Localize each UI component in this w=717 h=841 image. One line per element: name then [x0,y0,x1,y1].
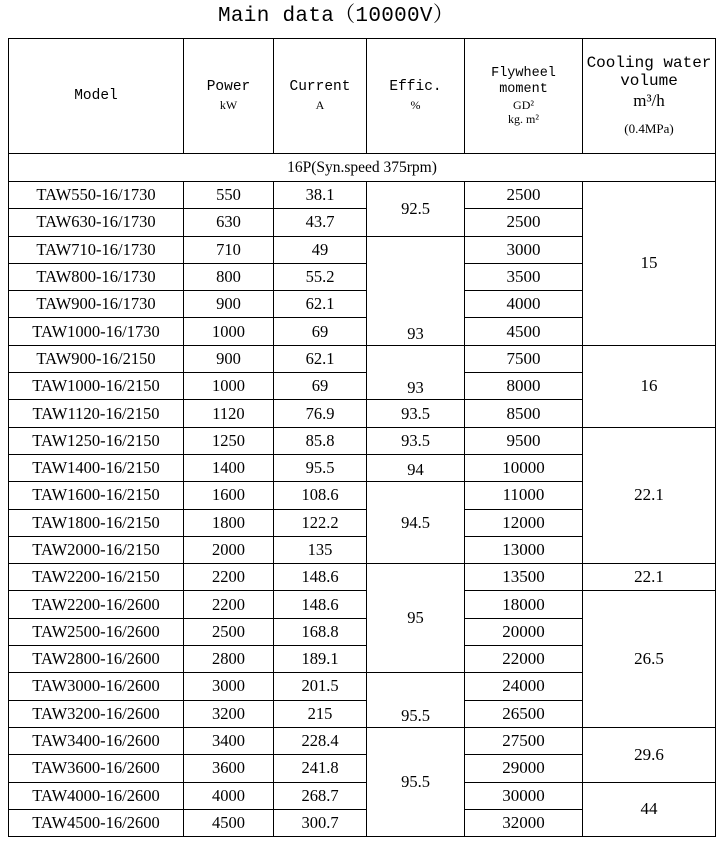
power-cell: 900 [184,345,274,372]
header-flywheel-line3: GD² [513,98,534,112]
current-cell: 95.5 [274,454,367,481]
header-effic-label: Effic. [389,79,442,95]
flywheel-cell: 30000 [465,782,583,809]
power-cell: 1250 [184,427,274,454]
current-cell: 135 [274,536,367,563]
header-cooling-line4: (0.4MPa) [624,121,674,136]
power-cell: 3200 [184,700,274,727]
current-cell: 228.4 [274,727,367,754]
power-cell: 1000 [184,373,274,400]
header-flywheel [465,39,583,154]
model-cell: TAW2200-16/2150 [9,564,184,591]
model-cell: TAW900-16/2150 [9,345,184,372]
flywheel-cell: 32000 [465,809,583,836]
power-cell: 1400 [184,454,274,481]
model-cell: TAW2200-16/2600 [9,591,184,618]
header-flywheel-line4: kg. m² [508,112,539,126]
flywheel-cell: 2500 [465,182,583,209]
efficiency-value: 93 [407,323,424,343]
header-power [184,39,274,154]
header-flywheel-line2: moment [499,82,548,97]
header-flywheel-line1: Flywheel [491,66,556,81]
flywheel-cell: 26500 [465,700,583,727]
power-cell: 2000 [184,536,274,563]
flywheel-cell: 10000 [465,454,583,481]
power-cell: 800 [184,263,274,290]
section-title: 16P(Syn.speed 375rpm) [9,154,716,182]
header-cooling-line3: m³/h [633,91,665,110]
current-cell: 55.2 [274,263,367,290]
efficiency-value: 93.5 [401,403,430,423]
power-cell: 710 [184,236,274,263]
header-current-unit: A [315,98,325,112]
model-cell: TAW1600-16/2150 [9,482,184,509]
model-cell: TAW4000-16/2600 [9,782,184,809]
power-cell: 1600 [184,482,274,509]
table-row [9,564,716,591]
cooling-cell: 16 [583,345,716,427]
current-cell: 300.7 [274,809,367,836]
header-power-label: Power [206,79,251,95]
model-cell: TAW1800-16/2150 [9,509,184,536]
model-cell: TAW800-16/1730 [9,263,184,290]
current-cell: 43.7 [274,209,367,236]
header-effic [367,39,465,154]
current-cell: 69 [274,318,367,345]
current-cell: 168.8 [274,618,367,645]
efficiency-cell [367,727,465,836]
model-cell: TAW900-16/1730 [9,291,184,318]
power-cell: 3000 [184,673,274,700]
flywheel-cell: 3000 [465,236,583,263]
flywheel-cell: 8500 [465,400,583,427]
current-cell: 85.8 [274,427,367,454]
flywheel-cell: 9500 [465,427,583,454]
cooling-cell: 26.5 [583,591,716,727]
flywheel-cell: 20000 [465,618,583,645]
flywheel-cell: 13500 [465,564,583,591]
model-cell: TAW1250-16/2150 [9,427,184,454]
flywheel-cell: 13000 [465,536,583,563]
header-cooling-line1: Cooling water [586,54,712,72]
cooling-cell: 22.1 [583,564,716,591]
table-row [9,782,716,809]
main-data-table [8,38,716,837]
efficiency-cell [367,482,465,564]
power-cell: 1120 [184,400,274,427]
model-cell: TAW4500-16/2600 [9,809,184,836]
power-cell: 1800 [184,509,274,536]
model-cell: TAW1120-16/2150 [9,400,184,427]
header-current [274,39,367,154]
efficiency-value: 95 [407,608,424,628]
current-cell: 62.1 [274,291,367,318]
table-row [9,591,716,618]
cooling-cell: 44 [583,782,716,837]
header-current-label: Current [289,79,351,95]
power-cell: 4000 [184,782,274,809]
current-cell: 241.8 [274,755,367,782]
current-cell: 69 [274,373,367,400]
current-cell: 148.6 [274,564,367,591]
flywheel-cell: 18000 [465,591,583,618]
efficiency-value: 95.5 [401,772,430,792]
header-cooling [583,39,716,154]
power-cell: 2800 [184,646,274,673]
efficiency-cell [367,236,465,345]
efficiency-cell [367,564,465,673]
current-cell: 148.6 [274,591,367,618]
model-cell: TAW2500-16/2600 [9,618,184,645]
model-cell: TAW550-16/1730 [9,182,184,209]
current-cell: 38.1 [274,182,367,209]
efficiency-value: 93 [407,378,424,398]
flywheel-cell: 11000 [465,482,583,509]
flywheel-cell: 2500 [465,209,583,236]
header-effic-unit: % [410,98,421,112]
flywheel-cell: 4500 [465,318,583,345]
model-cell: TAW3000-16/2600 [9,673,184,700]
flywheel-cell: 12000 [465,509,583,536]
current-cell: 201.5 [274,673,367,700]
model-cell: TAW1400-16/2150 [9,454,184,481]
flywheel-cell: 3500 [465,263,583,290]
flywheel-cell: 27500 [465,727,583,754]
header-row [9,39,716,154]
current-cell: 122.2 [274,509,367,536]
flywheel-cell: 7500 [465,345,583,372]
flywheel-cell: 8000 [465,373,583,400]
model-cell: TAW2000-16/2150 [9,536,184,563]
power-cell: 2500 [184,618,274,645]
power-cell: 630 [184,209,274,236]
model-cell: TAW1000-16/2150 [9,373,184,400]
flywheel-cell: 22000 [465,646,583,673]
efficiency-value: 95.5 [401,705,430,725]
power-cell: 4500 [184,809,274,836]
model-cell: TAW630-16/1730 [9,209,184,236]
table-row [9,727,716,754]
model-cell: TAW1000-16/1730 [9,318,184,345]
current-cell: 189.1 [274,646,367,673]
model-cell: TAW710-16/1730 [9,236,184,263]
header-model-label: Model [74,88,118,104]
cooling-cell: 15 [583,182,716,346]
current-cell: 215 [274,700,367,727]
current-cell: 268.7 [274,782,367,809]
model-cell: TAW3400-16/2600 [9,727,184,754]
flywheel-cell: 24000 [465,673,583,700]
efficiency-value: 93.5 [401,430,430,450]
page-title: Main data（10000V） [218,5,455,28]
power-cell: 1000 [184,318,274,345]
current-cell: 76.9 [274,400,367,427]
current-cell: 108.6 [274,482,367,509]
cooling-cell: 29.6 [583,727,716,782]
table-row [9,427,716,454]
current-cell: 62.1 [274,345,367,372]
power-cell: 550 [184,182,274,209]
efficiency-cell [367,400,465,427]
efficiency-value: 94 [407,460,424,480]
table-row [9,182,716,209]
power-cell: 2200 [184,591,274,618]
efficiency-value: 92.5 [401,198,430,218]
header-power-unit: kW [219,98,238,112]
flywheel-cell: 29000 [465,755,583,782]
cooling-cell: 22.1 [583,427,716,563]
power-cell: 3600 [184,755,274,782]
power-cell: 3400 [184,727,274,754]
power-cell: 900 [184,291,274,318]
header-cooling-line2: volume [620,72,678,90]
efficiency-cell [367,427,465,454]
table-row [9,345,716,372]
model-cell: TAW3200-16/2600 [9,700,184,727]
efficiency-value: 94.5 [401,512,430,532]
header-model [9,39,184,154]
model-cell: TAW2800-16/2600 [9,646,184,673]
power-cell: 2200 [184,564,274,591]
current-cell: 49 [274,236,367,263]
flywheel-cell: 4000 [465,291,583,318]
efficiency-cell [367,182,465,237]
efficiency-cell [367,673,465,728]
model-cell: TAW3600-16/2600 [9,755,184,782]
efficiency-cell [367,345,465,400]
section-row [9,154,716,182]
efficiency-cell [367,454,465,481]
